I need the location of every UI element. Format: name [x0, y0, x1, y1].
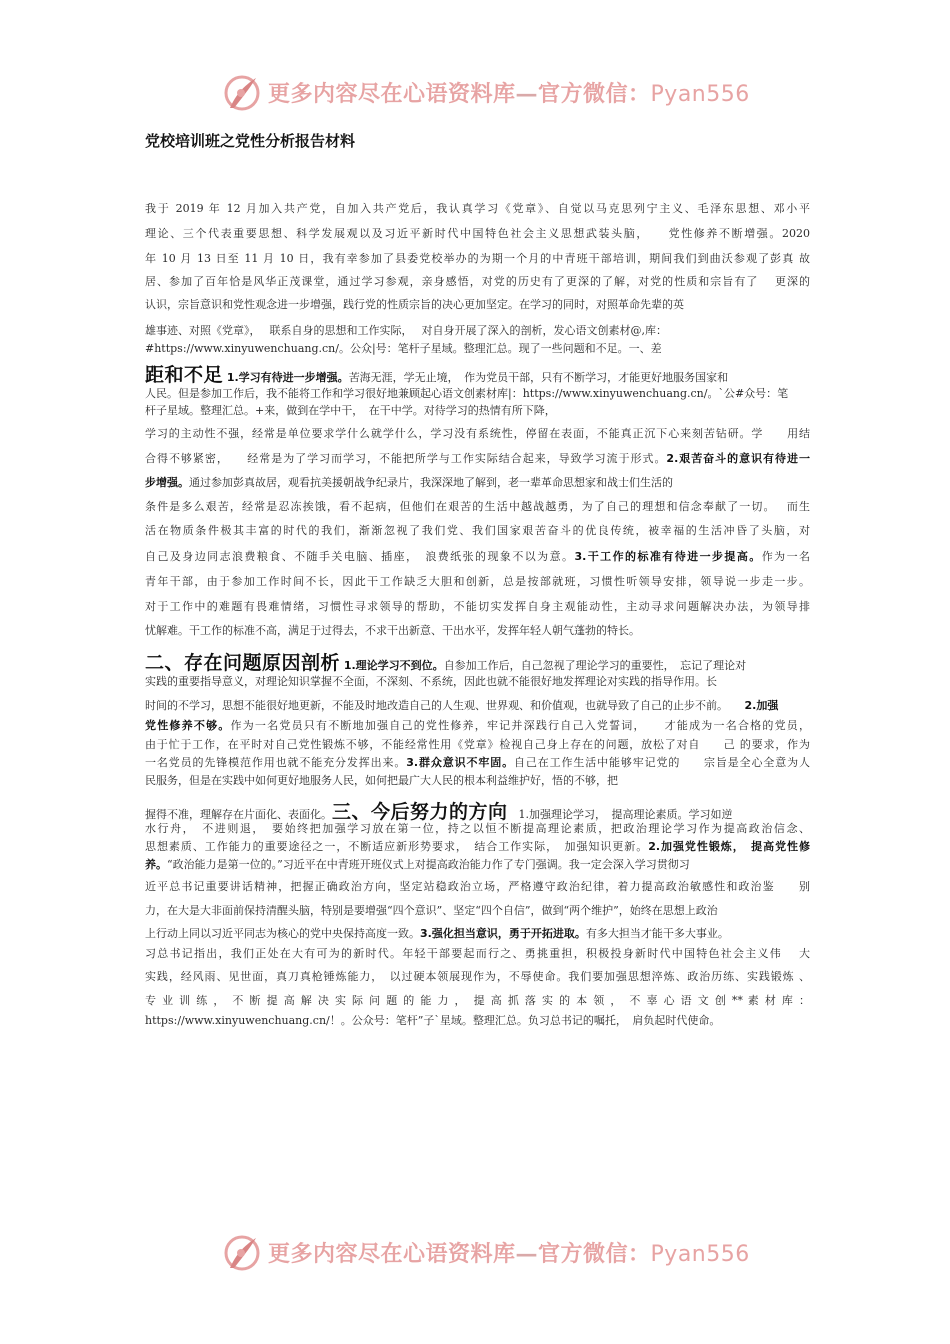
body-line: 思想素质、工作能力的重要途径之一，不断适应新形势要求， 结合工作实际， 加强知识更新。2.加强党性锻炼， 提高党性修	[145, 840, 810, 853]
body-line: 青年干部，由于参加工作时间不长，因此干工作缺乏大胆和创新，总是按部就班，习惯性听领导安排，领导说一步走一步。	[145, 575, 810, 588]
body-line: 雄事迹、对照《党章》， 联系自身的思想和工作实际， 对自身开展了深入的剖析，发心语文创素材@,库：	[145, 324, 667, 337]
body-line: 上行动上同以习近平同志为核心的党中央保持高度一致。3.强化担当意识，勇于开拓进取。有多大担当才能干多大事业。	[145, 927, 729, 940]
body-line: 距和不足 1.学习有待进一步增强。苦海无涯，学无止境， 作为党员干部，只有不断学习，才能更好地服务国家和	[145, 364, 729, 386]
body-line: 忧解难。干工作的标准不高，满足于过得去，不求干出新意、干出水平，发挥年轻人朝气蓬勃的特长。	[145, 624, 640, 637]
document-title: 党校培训班之党性分析报告材料	[145, 132, 356, 150]
body-line: 活在物质条件极其丰富的时代的我们，渐渐忽视了我们党、我们国家艰苦奋斗的优良传统，被幸福的生活冲昏了头脑，对	[145, 524, 810, 537]
body-line: 自己及身边同志浪费粮食、不随手关电脑、插座， 浪费纸张的现象不以为意。3.干工作的标准有待进一步提高。作为一名	[145, 550, 810, 563]
body-line: 习总书记指出，我们正处在大有可为的新时代。年轻干部要起而行之、勇挑重担，积极投身新时代中国特色社会主义伟 大	[145, 947, 810, 960]
section-heading-2: 二、存在问题原因剖析	[145, 652, 341, 674]
banner-main-text: 更多内容尽在心语资料库	[268, 1240, 516, 1267]
subheading: 1.理论学习不到位。	[340, 659, 444, 672]
body-line: 实践的重要指导意义，对理论知识掌握不全面，不深刻、不系统，因此也就不能很好地发挥理论对实践的指导作用。长	[145, 675, 717, 688]
footer-banner	[222, 1232, 750, 1272]
body-line: 认识，宗旨意识和党性观念进一步增强，践行党的性质宗旨的决心更加坚定。在学习的同时，对照革命先辈的英	[145, 298, 684, 311]
header-banner	[222, 72, 750, 112]
body-line: 理论、三个代表重要思想、科学发展观以及习近平新时代中国特色社会主义思想武装头脑， 党性修养不断增强。2020	[145, 227, 810, 240]
subheading: 2.加强党性锻炼， 提高党性修	[648, 840, 810, 853]
body-line: 居、参加了百年恰是风华正茂课堂，通过学习参观，亲身感悟，对党的历史有了更深的了解，对党的性质和宗旨有了 更深的	[145, 275, 810, 288]
subheading: 养。	[145, 858, 167, 871]
brush-logo-icon	[222, 72, 262, 112]
body-line: 合得不够紧密， 经常是为了学习而学习，不能把所学与工作实际结合起来，导致学习流于形式。2.艰苦奋斗的意识有待进一	[145, 452, 810, 465]
body-line: 二、存在问题原因剖析 1.理论学习不到位。自参加工作后，自己忽视了理论学习的重要性， 忘记了理论对	[145, 652, 747, 674]
subheading: 3.干工作的标准有待进一步提高。	[574, 550, 762, 563]
banner-separator: —	[515, 1240, 539, 1267]
banner-wechat-label: 官方微信：	[538, 80, 651, 107]
body-line: 实践，经风雨、见世面，真刀真枪锤炼能力， 以过硬本领展现作为，不辱使命。我们要加强思想淬炼、政治历练、实践锻炼 、	[145, 970, 810, 983]
body-line: 年 10 月 13 日至 11 月 10 日，我有幸参加了县委党校举办的为期一个月的中青班干部培训，期间我们到曲沃参观了彭真 故	[145, 252, 810, 265]
subheading: 2.艰苦奋斗的意识有待进一	[666, 452, 810, 465]
banner-wechat-id: Pyan556	[650, 81, 750, 107]
body-line: 养。“政治能力是第一位的。”习近平在中青班开班仪式上对提高政治能力作了专门强调。我一定会深入学习贯彻习	[145, 858, 690, 871]
body-line: 握得不准，理解存在片面化、表面化。三、今后努力的方向 1.加强理论学习， 提高理论素质。学习如逆	[145, 801, 733, 823]
body-line: 人民。但是参加工作后，我不能将工作和学习很好地兼顾起心语文创素材库|：https://www.xinyuwenchuang.cn/。`公#众号：笔	[145, 387, 789, 400]
body-line: 学习的主动性不强，经常是单位要求学什么就学什么，学习没有系统性，停留在表面，不能真正沉下心来刻苦钻研。学 用结	[145, 427, 810, 440]
banner-wechat-label: 官方微信：	[538, 1240, 651, 1267]
body-line: 步增强。通过参加彭真故居，观看抗美援朝战争纪录片，我深深地了解到，老一辈革命思想家和战士们生活的	[145, 476, 673, 489]
body-line: 党性修养不够。作为一名党员只有不断地加强自己的党性修养，牢记并深践行自己入党誓词， 才能成为一名合格的党员，	[145, 719, 810, 732]
body-line: 对于工作中的难题有畏难情绪，习惯性寻求领导的帮助，不能切实发挥自身主观能动性，主动寻求问题解决办法，为领导排	[145, 600, 810, 613]
section-heading-1: 距和不足	[145, 364, 224, 386]
body-line: #https://www.xinyuwenchuang.cn/。公众|号：笔杆子星域。整理汇总。现了一些问题和不足。一、差	[145, 342, 662, 355]
subheading: 步增强。	[145, 476, 189, 489]
body-line: 近平总书记重要讲话精神，把握正确政治方向，坚定站稳政治立场，严格遵守政治纪律，着力提高政治敏感性和政治鉴 别	[145, 880, 810, 893]
subheading: 3.强化担当意识，勇于开拓进取。	[420, 927, 586, 940]
section-heading-3: 三、今后努力的方向	[332, 801, 508, 823]
body-line: 由于忙于工作，在平时对自己党性锻炼不够，不能经常性用《党章》检视自己身上存在的问题，放松了对自 己 的要求，作为	[145, 738, 810, 751]
body-line: 水行舟， 不进则退， 要始终把加强学习放在第一位，持之以恒不断提高理论素质，把政治理论学习作为提高政治信念、	[145, 822, 810, 835]
body-line: 民服务，但是在实践中如何更好地服务人民，如何把最广大人民的根本利益维护好，悟的不够，把	[145, 774, 618, 787]
banner-wechat-id: Pyan556	[650, 1241, 750, 1267]
banner-text	[268, 77, 750, 108]
subheading: 1.学习有待进一步增强。	[223, 371, 349, 384]
banner-text	[268, 1237, 750, 1268]
subheading: 3.群众意识不牢固。	[406, 756, 514, 769]
body-line: 时间的不学习，思想不能很好地更新，不能及时地改造自己的人生观、世界观、和价值观，也就导致了自己的止步不前。 2.加强	[145, 699, 779, 712]
subheading: 2.加强	[744, 699, 779, 712]
body-line: 力，在大是大非面前保持清醒头脑，特别是要增强“四个意识”、坚定“四个自信”，做到“两个维护”，始终在思想上政治	[145, 904, 718, 917]
body-line: 杆子星域。整理汇总。+来，做到在学中干， 在干中学。对待学习的热情有所下降，	[145, 404, 556, 417]
body-line: https://www.xinyuwenchuang.cn/！。公众号：笔杆”子`星域。整理汇总。负习总书记的嘱托， 肩负起时代使命。	[145, 1014, 721, 1027]
subheading: 党性修养不够。	[145, 719, 231, 732]
banner-separator: —	[515, 80, 539, 107]
brush-logo-icon	[222, 1232, 262, 1272]
banner-main-text: 更多内容尽在心语资料库	[268, 80, 516, 107]
body-line: 专 业 训 练 ， 不 断 提 高 解 决 实 际 问 题 的 能 力 ， 提 高 抓 落 实 的 本 领 ， 不 辜 心 语 文 创 ** 素 材 库 ：	[145, 994, 810, 1007]
body-line: 条件是多么艰苦，经常是忍冻挨饿，看不起病，但他们在艰苦的生活中越战越勇，为了自己的理想和信念奉献了一切。 而生	[145, 500, 810, 513]
body-line: 一名党员的先锋模范作用也就不能充分发挥出来。3.群众意识不牢固。自己在工作生活中能够牢记党的 宗旨是全心全意为人	[145, 756, 810, 769]
body-line: 我于 2019 年 12 月加入共产党，自加入共产党后，我认真学习《党章》、自觉以马克思列宁主义、毛泽东思想、邓小平	[145, 202, 810, 215]
